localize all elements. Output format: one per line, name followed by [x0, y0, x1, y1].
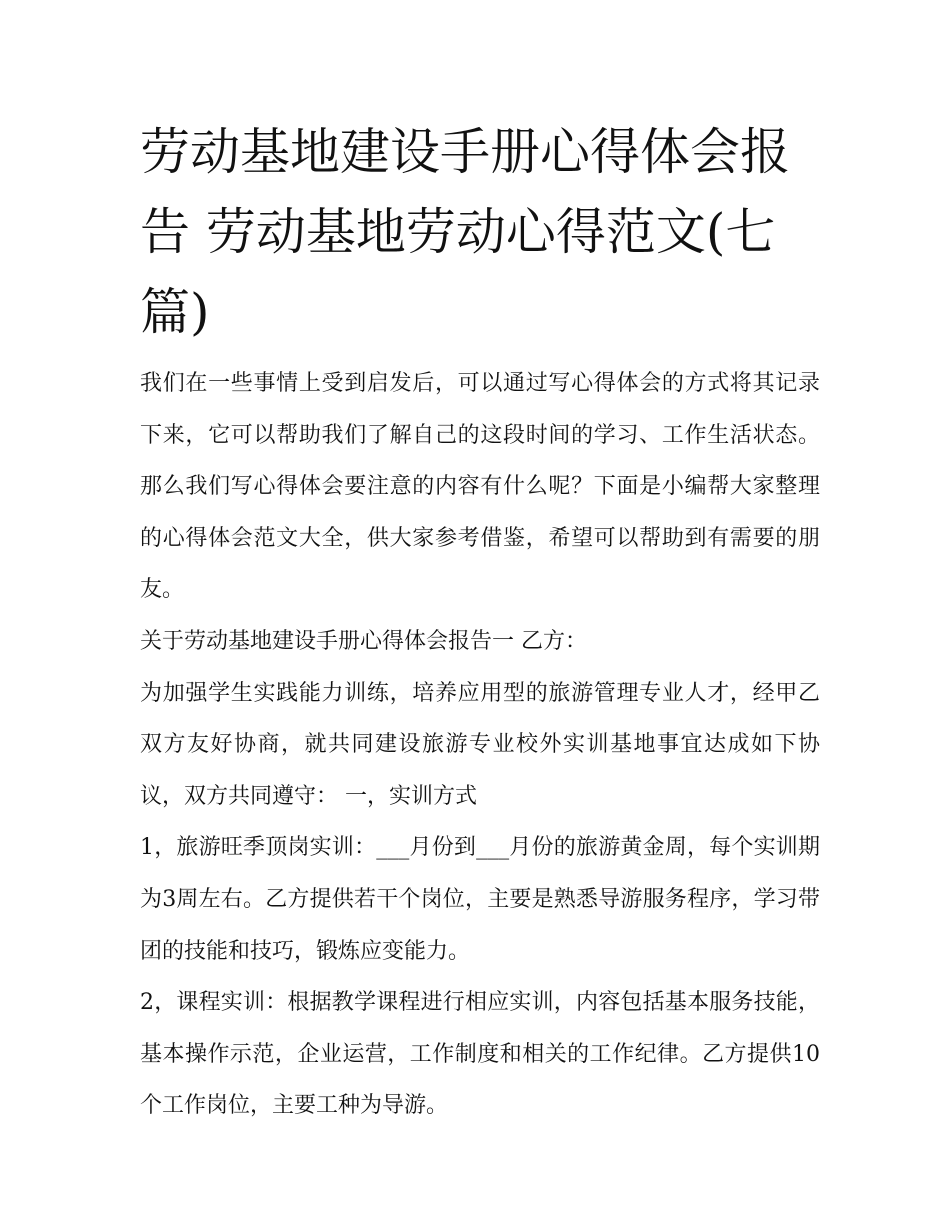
section-heading-paragraph: 关于劳动基地建设手册心得体会报告一 乙方：	[140, 628, 587, 654]
intro-paragraph: 我们在一些事情上受到启发后，可以通过写心得体会的方式将其记录下来，它可以帮助我们了解自己的这段时间的学习、工作生活状态。那么我们写心得体会要注意的内容有什么呢？下面是小编帮大家整理的心得体会范文大全，供大家参考借鉴，希望可以帮助到有需要的朋友。	[140, 371, 820, 603]
document-page	[140, 112, 820, 1132]
document-title: 劳动基地建设手册心得体会报告 劳动基地劳动心得范文(七篇)	[140, 123, 790, 341]
agreement-paragraph: 为加强学生实践能力训练，培养应用型的旅游管理专业人才，经甲乙双方友好协商，就共同建设旅游专业校外实训基地事宜达成如下协议，双方共同遵守： 一，实训方式	[140, 680, 820, 809]
training-item-2-paragraph: 2，课程实训：根据教学课程进行相应实训，内容包括基本服务技能，基本操作示范，企业运营，工作制度和相关的工作纪律。乙方提供10个工作岗位，主要工种为导游。	[140, 990, 820, 1119]
training-item-1-paragraph: 1，旅游旺季顶岗实训：___月份到___月份的旅游黄金周，每个实训期为3周左右。乙方提供若干个岗位，主要是熟悉导游服务程序，学习带团的技能和技巧，锻炼应变能力。	[140, 835, 820, 964]
